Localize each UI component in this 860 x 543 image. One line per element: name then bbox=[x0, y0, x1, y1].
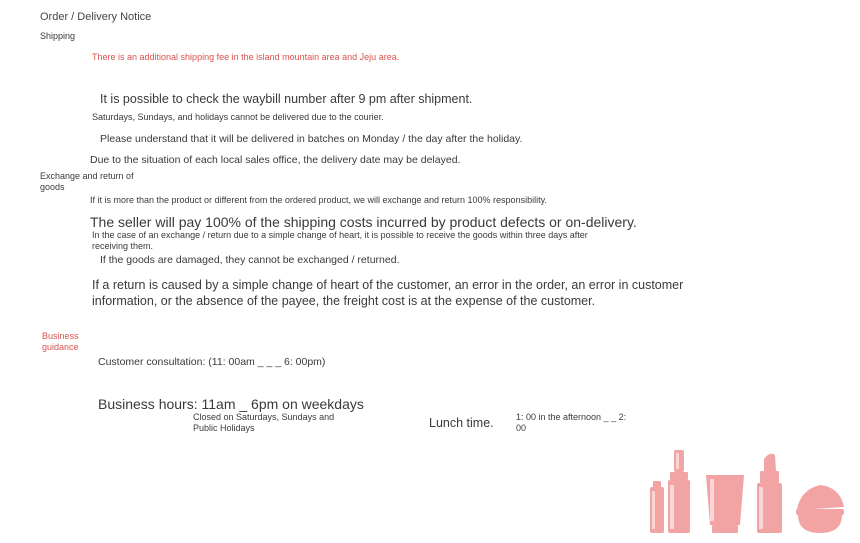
page-title: Order / Delivery Notice bbox=[40, 11, 152, 23]
customer-consultation: Customer consultation: (11: 00am _ _ _ 6: 00pm) bbox=[98, 356, 326, 368]
shipping-label: Shipping bbox=[40, 31, 76, 41]
business-label: Business guidance bbox=[42, 331, 79, 352]
lunch-label: Lunch time. bbox=[429, 416, 494, 430]
shipping-line-3: Saturdays, Sundays, and holidays cannot be delivered due to the courier. bbox=[92, 112, 384, 122]
exchange-line-1: If it is more than the product or different from the ordered product, we will exchange and return 100% responsibility. bbox=[90, 195, 547, 205]
exchange-line-5: If a return is caused by a simple change of heart of the customer, an error in the order, an error in customer information, or the absence of the payee, the freight cost is at the expense of the customer. bbox=[92, 278, 684, 308]
business-hours: Business hours: 11am _ 6pm on weekdays bbox=[98, 396, 364, 412]
cosmetics-illustration-icon bbox=[640, 445, 850, 540]
exchange-label: Exchange and return of goods bbox=[40, 171, 134, 192]
exchange-line-3: In the case of an exchange / return due to a simple change of heart, it is possible to receive the goods within three days after receiving them. bbox=[92, 230, 588, 251]
lunch-time: 1: 00 in the afternoon _ _ 2: 00 bbox=[516, 412, 627, 433]
shipping-line-2: It is possible to check the waybill number after 9 pm after shipment. bbox=[100, 92, 473, 106]
exchange-line-4: If the goods are damaged, they cannot be exchanged / returned. bbox=[100, 254, 400, 266]
closed-days: Closed on Saturdays, Sundays and Public Holidays bbox=[193, 412, 335, 433]
shipping-line-5: Due to the situation of each local sales office, the delivery date may be delayed. bbox=[90, 154, 461, 166]
exchange-line-2: The seller will pay 100% of the shipping costs incurred by product defects or on-delivery. bbox=[90, 214, 637, 230]
shipping-line-1: There is an additional shipping fee in the island mountain area and Jeju area. bbox=[92, 52, 400, 62]
shipping-line-4: Please understand that it will be delivered in batches on Monday / the day after the holiday. bbox=[100, 133, 523, 145]
